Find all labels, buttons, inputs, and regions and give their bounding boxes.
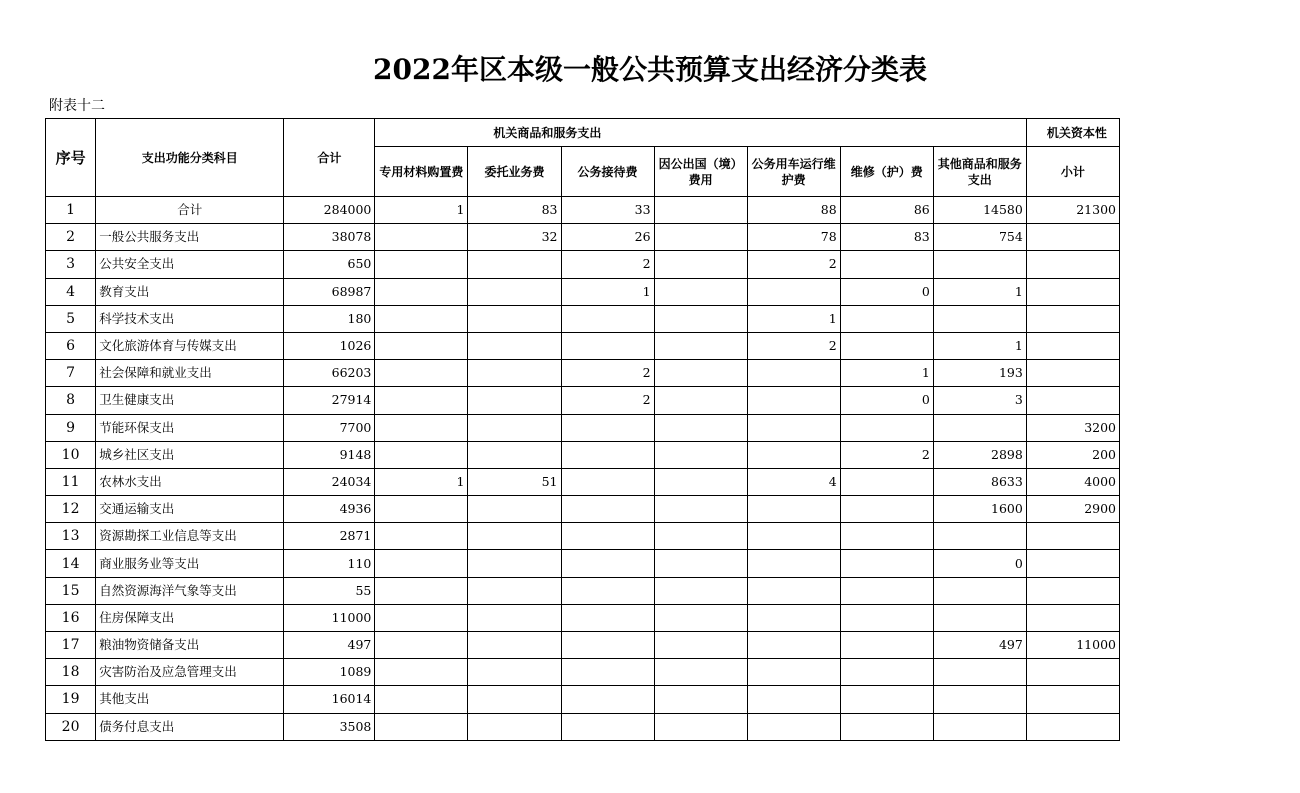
row-cell: 193 [933,360,1026,387]
row-category: 粮油物资储备支出 [96,632,284,659]
row-cell [561,550,654,577]
table-row [46,441,1120,468]
row-seq: 8 [46,387,96,414]
row-cell [1026,224,1119,251]
row-cell [747,632,840,659]
header-commissioned-business: 委托业务费 [468,147,561,197]
row-cell [654,441,747,468]
row-cell [654,332,747,359]
row-total: 497 [284,632,375,659]
row-cell [933,251,1026,278]
table-row [46,632,1120,659]
row-category: 自然资源海洋气象等支出 [96,577,284,604]
row-cell [840,414,933,441]
row-cell [840,604,933,631]
row-cell [375,659,468,686]
row-seq: 17 [46,632,96,659]
row-category: 社会保障和就业支出 [96,360,284,387]
row-cell [375,414,468,441]
row-cell [1026,577,1119,604]
row-total: 16014 [284,686,375,713]
row-cell [1026,251,1119,278]
row-seq: 12 [46,496,96,523]
row-seq: 18 [46,659,96,686]
table-row [46,468,1120,495]
table-row [46,332,1120,359]
row-total: 110 [284,550,375,577]
row-total: 24034 [284,468,375,495]
row-cell: 32 [468,224,561,251]
table-row [46,387,1120,414]
row-cell [561,523,654,550]
row-cell [468,414,561,441]
row-cell [747,659,840,686]
header-group-capital: 机关资本性 [1026,119,1119,147]
row-cell [654,577,747,604]
row-cell: 11000 [1026,632,1119,659]
table-row [46,251,1120,278]
row-cell: 3200 [1026,414,1119,441]
row-seq: 5 [46,305,96,332]
row-cell [468,305,561,332]
header-repair: 维修（护）费 [840,147,933,197]
row-cell [933,604,1026,631]
expenditure-table [45,118,1120,741]
row-cell [561,577,654,604]
row-cell [468,686,561,713]
row-cell [933,659,1026,686]
row-cell [933,414,1026,441]
row-cell: 14580 [933,197,1026,224]
header-official-reception: 公务接待费 [561,147,654,197]
row-cell [468,441,561,468]
row-cell: 754 [933,224,1026,251]
row-cell: 51 [468,468,561,495]
row-cell [654,632,747,659]
row-seq: 19 [46,686,96,713]
table-row [46,604,1120,631]
row-cell: 4 [747,468,840,495]
row-cell [747,496,840,523]
row-cell [654,360,747,387]
row-cell: 33 [561,197,654,224]
row-cell [375,523,468,550]
row-cell [561,713,654,740]
row-cell: 4000 [1026,468,1119,495]
row-cell [375,550,468,577]
row-cell [654,387,747,414]
row-cell: 2 [747,332,840,359]
row-cell [375,251,468,278]
row-cell [654,713,747,740]
row-cell [468,278,561,305]
row-cell [375,278,468,305]
row-cell [654,251,747,278]
row-seq: 9 [46,414,96,441]
row-cell [654,659,747,686]
row-cell [1026,332,1119,359]
row-seq: 16 [46,604,96,631]
row-cell [375,332,468,359]
row-category: 节能环保支出 [96,414,284,441]
row-cell: 200 [1026,441,1119,468]
row-cell [933,713,1026,740]
row-total: 1089 [284,659,375,686]
row-cell: 1 [375,197,468,224]
row-total: 4936 [284,496,375,523]
row-cell [933,523,1026,550]
table-row [46,496,1120,523]
row-category: 合计 [96,197,284,224]
row-cell [561,632,654,659]
row-cell [840,332,933,359]
row-cell: 0 [933,550,1026,577]
row-cell [468,577,561,604]
row-cell [375,604,468,631]
row-cell [747,577,840,604]
table-row [46,713,1120,740]
row-cell [840,577,933,604]
row-cell: 83 [468,197,561,224]
header-seq: 序号 [46,119,96,197]
row-cell [747,360,840,387]
row-cell [561,686,654,713]
row-cell [561,468,654,495]
row-cell: 8633 [933,468,1026,495]
row-cell [561,496,654,523]
row-cell: 1 [933,332,1026,359]
row-cell: 21300 [1026,197,1119,224]
row-cell: 1 [375,468,468,495]
row-cell: 0 [840,278,933,305]
row-cell [375,360,468,387]
row-total: 66203 [284,360,375,387]
row-cell [561,332,654,359]
row-cell [840,468,933,495]
row-total: 2871 [284,523,375,550]
row-total: 68987 [284,278,375,305]
row-cell [468,387,561,414]
row-cell [840,713,933,740]
row-cell [468,550,561,577]
row-cell: 26 [561,224,654,251]
row-seq: 11 [46,468,96,495]
row-cell [375,577,468,604]
row-total: 284000 [284,197,375,224]
row-category: 农林水支出 [96,468,284,495]
row-cell [375,224,468,251]
table-row [46,197,1120,224]
row-cell [1026,523,1119,550]
row-cell: 83 [840,224,933,251]
row-cell [933,577,1026,604]
row-cell [468,251,561,278]
attachment-label: 附表十二 [49,98,105,114]
row-cell [747,604,840,631]
row-cell [933,305,1026,332]
row-cell [747,550,840,577]
row-cell [1026,686,1119,713]
row-category: 卫生健康支出 [96,387,284,414]
row-total: 180 [284,305,375,332]
row-cell [747,441,840,468]
row-cell [468,632,561,659]
row-cell [375,686,468,713]
row-total: 7700 [284,414,375,441]
row-category: 科学技术支出 [96,305,284,332]
row-cell [1026,659,1119,686]
row-cell [840,686,933,713]
row-cell [1026,305,1119,332]
row-category: 教育支出 [96,278,284,305]
row-category: 债务付息支出 [96,713,284,740]
row-cell [654,686,747,713]
row-cell [1026,360,1119,387]
table-row [46,523,1120,550]
row-cell [1026,387,1119,414]
page-title: 2022年区本级一般公共预算支出经济分类表 [373,53,927,86]
row-seq: 6 [46,332,96,359]
header-subtotal: 小计 [1026,147,1119,197]
row-cell [840,632,933,659]
row-category: 其他支出 [96,686,284,713]
row-cell [468,360,561,387]
row-cell [468,332,561,359]
row-cell [375,441,468,468]
row-category: 商业服务业等支出 [96,550,284,577]
row-cell [747,414,840,441]
row-cell: 2900 [1026,496,1119,523]
header-vehicle-maintenance: 公务用车运行维护费 [747,147,840,197]
row-cell: 2 [747,251,840,278]
row-seq: 3 [46,251,96,278]
row-cell [375,387,468,414]
row-cell [654,278,747,305]
row-cell: 2 [561,251,654,278]
row-cell: 0 [840,387,933,414]
table-row [46,550,1120,577]
row-seq: 2 [46,224,96,251]
row-cell [654,496,747,523]
row-cell [654,224,747,251]
row-category: 资源勘探工业信息等支出 [96,523,284,550]
row-cell [561,305,654,332]
row-cell [747,278,840,305]
row-total: 55 [284,577,375,604]
row-cell: 497 [933,632,1026,659]
row-total: 38078 [284,224,375,251]
row-seq: 10 [46,441,96,468]
row-cell [561,441,654,468]
row-cell [561,659,654,686]
row-cell: 88 [747,197,840,224]
row-category: 文化旅游体育与传媒支出 [96,332,284,359]
table-row [46,659,1120,686]
row-total: 27914 [284,387,375,414]
row-cell [468,713,561,740]
row-cell [933,686,1026,713]
row-seq: 14 [46,550,96,577]
row-cell: 1 [561,278,654,305]
row-cell: 2 [561,360,654,387]
row-category: 城乡社区支出 [96,441,284,468]
row-category: 住房保障支出 [96,604,284,631]
row-cell [375,632,468,659]
row-category: 一般公共服务支出 [96,224,284,251]
table-row [46,577,1120,604]
row-cell [747,713,840,740]
row-cell: 1600 [933,496,1026,523]
row-cell [1026,604,1119,631]
row-cell [654,197,747,224]
row-cell: 2898 [933,441,1026,468]
row-cell [654,468,747,495]
row-seq: 1 [46,197,96,224]
row-cell [468,659,561,686]
row-total: 9148 [284,441,375,468]
row-cell [1026,713,1119,740]
row-cell [747,686,840,713]
row-cell [375,713,468,740]
row-cell [654,523,747,550]
row-cell [840,550,933,577]
header-special-materials: 专用材料购置费 [375,147,468,197]
table-row [46,305,1120,332]
row-total: 11000 [284,604,375,631]
row-cell [654,414,747,441]
row-cell [561,414,654,441]
row-cell [375,305,468,332]
table-viewport[interactable] [45,118,1116,750]
row-cell [747,523,840,550]
table-row [46,278,1120,305]
header-total: 合计 [284,119,375,197]
header-other-goods: 其他商品和服务支出 [933,147,1026,197]
row-cell: 2 [840,441,933,468]
row-cell [654,604,747,631]
row-category: 灾害防治及应急管理支出 [96,659,284,686]
row-seq: 13 [46,523,96,550]
row-cell: 1 [747,305,840,332]
row-total: 650 [284,251,375,278]
header-category: 支出功能分类科目 [96,119,284,197]
row-cell [468,496,561,523]
row-category: 交通运输支出 [96,496,284,523]
row-cell: 1 [840,360,933,387]
row-seq: 4 [46,278,96,305]
row-cell [840,496,933,523]
row-cell [654,550,747,577]
row-total: 3508 [284,713,375,740]
row-seq: 20 [46,713,96,740]
row-cell [375,496,468,523]
row-cell [840,305,933,332]
row-cell: 1 [933,278,1026,305]
row-cell [1026,550,1119,577]
table-row [46,224,1120,251]
row-cell [561,604,654,631]
row-seq: 7 [46,360,96,387]
row-total: 1026 [284,332,375,359]
header-group-goods-services: 机关商品和服务支出 [375,119,1026,147]
table-row [46,414,1120,441]
row-cell [840,659,933,686]
table-row [46,360,1120,387]
row-cell [840,251,933,278]
row-category: 公共安全支出 [96,251,284,278]
row-cell [840,523,933,550]
row-cell: 2 [561,387,654,414]
row-cell: 86 [840,197,933,224]
header-overseas-travel: 因公出国（境）费用 [654,147,747,197]
row-cell [747,387,840,414]
row-cell [1026,278,1119,305]
row-cell: 78 [747,224,840,251]
row-seq: 15 [46,577,96,604]
table-row [46,686,1120,713]
row-cell [468,523,561,550]
row-cell [654,305,747,332]
row-cell [468,604,561,631]
row-cell: 3 [933,387,1026,414]
